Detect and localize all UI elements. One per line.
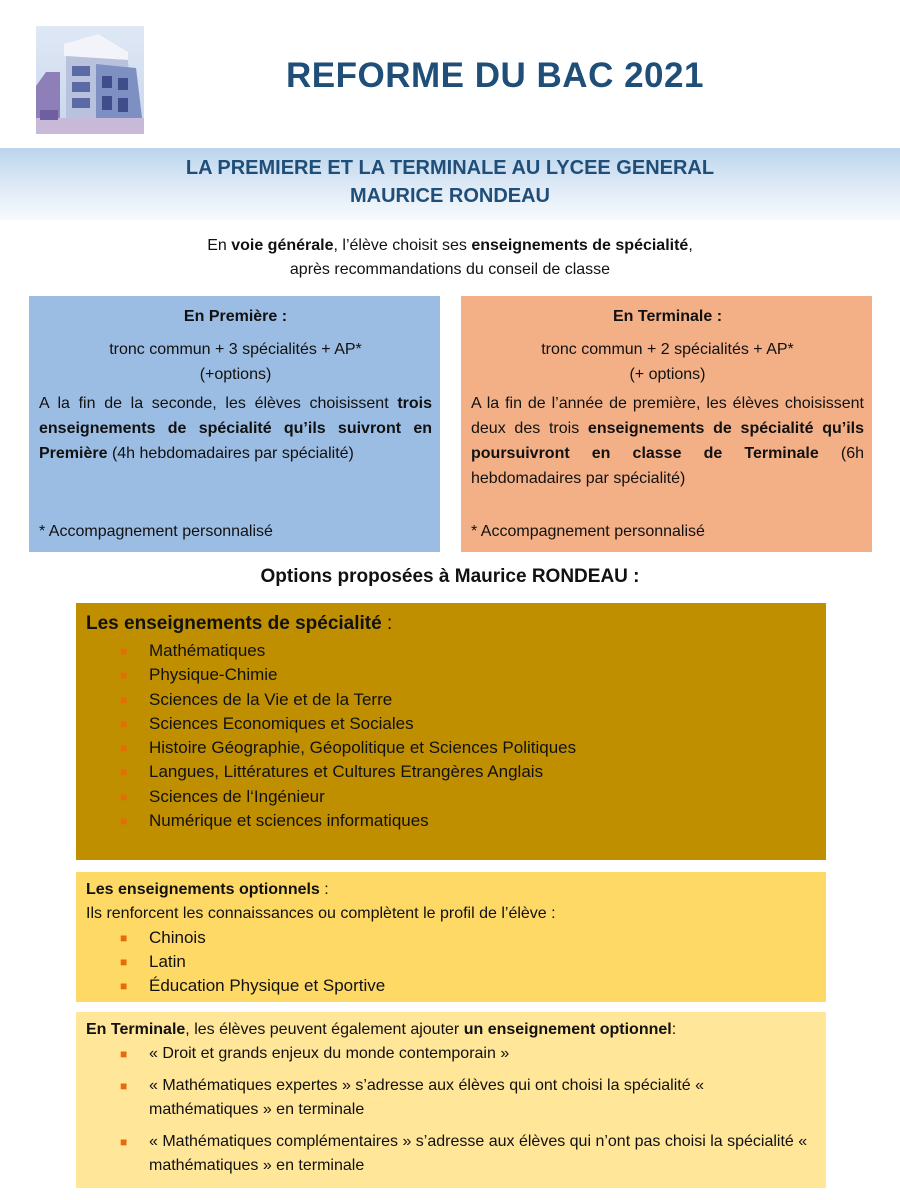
banner-line-1: LA PREMIERE ET LA TERMINALE AU LYCEE GENERAL [185,157,715,179]
banner-line-2: MAURICE RONDEAU [350,185,550,207]
school-building-photo [36,26,144,134]
square-bullet-icon: ■ [120,716,128,731]
list-item: ■ Langues, Littératures et Cultures Etrangères Anglais [86,760,816,784]
square-bullet-icon: ■ [120,979,128,993]
list-item: ■ Histoire Géographie, Géopolitique et Sciences Politiques [86,736,816,760]
intro-text [0,234,900,282]
optionnels-title: Les enseignements optionnels : [86,881,329,898]
square-bullet-icon: ■ [120,668,128,683]
list-item: ■ Sciences Economiques et Sociales [86,712,816,736]
list-item: ■ Sciences de la Vie et de la Terre [86,688,816,712]
intro-line-1: En voie générale, l’élève choisit ses enseignements de spécialité, [207,237,693,254]
premiere-box [29,296,440,552]
premiere-footnote: * Accompagnement personnalisé [39,523,273,540]
square-bullet-icon: ■ [120,692,128,707]
terminale-option-box [76,1012,826,1188]
terminale-description: A la fin de l’année de première, les élèves choisissent deux des trois enseignements de spécialité qu’ils poursuivront en classe de Terminale (6h hebdomadaires par spécialité) [471,395,864,487]
premiere-options: (+options) [199,366,272,383]
school-banner [0,148,900,220]
square-bullet-icon: ■ [120,789,128,804]
list-item: ■ Chinois [86,926,816,950]
list-item: ■ Latin [86,950,816,974]
square-bullet-icon: ■ [120,1079,128,1093]
specialites-box [76,603,826,860]
premiere-description: A la fin de la seconde, les élèves choisissent trois enseignements de spécialité qu’ils suivront en Première (4h hebdomadaires par spécialité) [39,395,432,462]
list-item: ■ Mathématiques [86,639,816,663]
list-item: ■ « Mathématiques complémentaires » s’adresse aux élèves qui n’ont pas choisi la spécialité « mathématiques » en terminale [86,1130,816,1178]
square-bullet-icon: ■ [120,1135,128,1149]
premiere-title: En Première : [183,308,288,325]
optionnels-list [86,926,816,998]
terminale-box [461,296,872,552]
options-heading: Options proposées à Maurice RONDEAU : [260,566,640,587]
list-item: ■ Sciences de l‘Ingénieur [86,785,816,809]
optionnels-subtitle: Ils renforcent les connaissances ou complètent le profil de l’élève : [86,905,556,922]
square-bullet-icon: ■ [120,741,128,756]
terminale-title: En Terminale : [612,308,723,325]
terminale-footnote: * Accompagnement personnalisé [471,523,705,540]
premiere-formula: tronc commun + 3 spécialités + AP* [109,341,362,358]
list-item: ■ Numérique et sciences informatiques [86,809,816,833]
list-item: ■ Éducation Physique et Sportive [86,974,816,998]
list-item: ■ Physique-Chimie [86,663,816,687]
square-bullet-icon: ■ [120,931,128,945]
page-title: REFORME DU BAC 2021 [286,56,704,95]
terminale-option-list [86,1042,816,1178]
square-bullet-icon: ■ [120,644,128,658]
square-bullet-icon: ■ [120,765,128,780]
terminale-option-intro: En Terminale, les élèves peuvent également ajouter un enseignement optionnel: [86,1021,677,1038]
specialites-list [86,639,816,833]
square-bullet-icon: ■ [120,955,128,969]
square-bullet-icon: ■ [120,814,128,829]
list-item: ■ « Droit et grands enjeux du monde contemporain » [86,1042,816,1066]
square-bullet-icon: ■ [120,1047,128,1061]
specialites-title: Les enseignements de spécialité : [86,613,393,634]
terminale-formula: tronc commun + 2 spécialités + AP* [541,341,794,358]
optionnels-box [76,872,826,1002]
intro-line-2: après recommandations du conseil de classe [289,261,611,278]
terminale-options: (+ options) [629,366,706,383]
list-item: ■ « Mathématiques expertes » s’adresse aux élèves qui ont choisi la spécialité « mathématiques » en terminale [86,1074,816,1122]
